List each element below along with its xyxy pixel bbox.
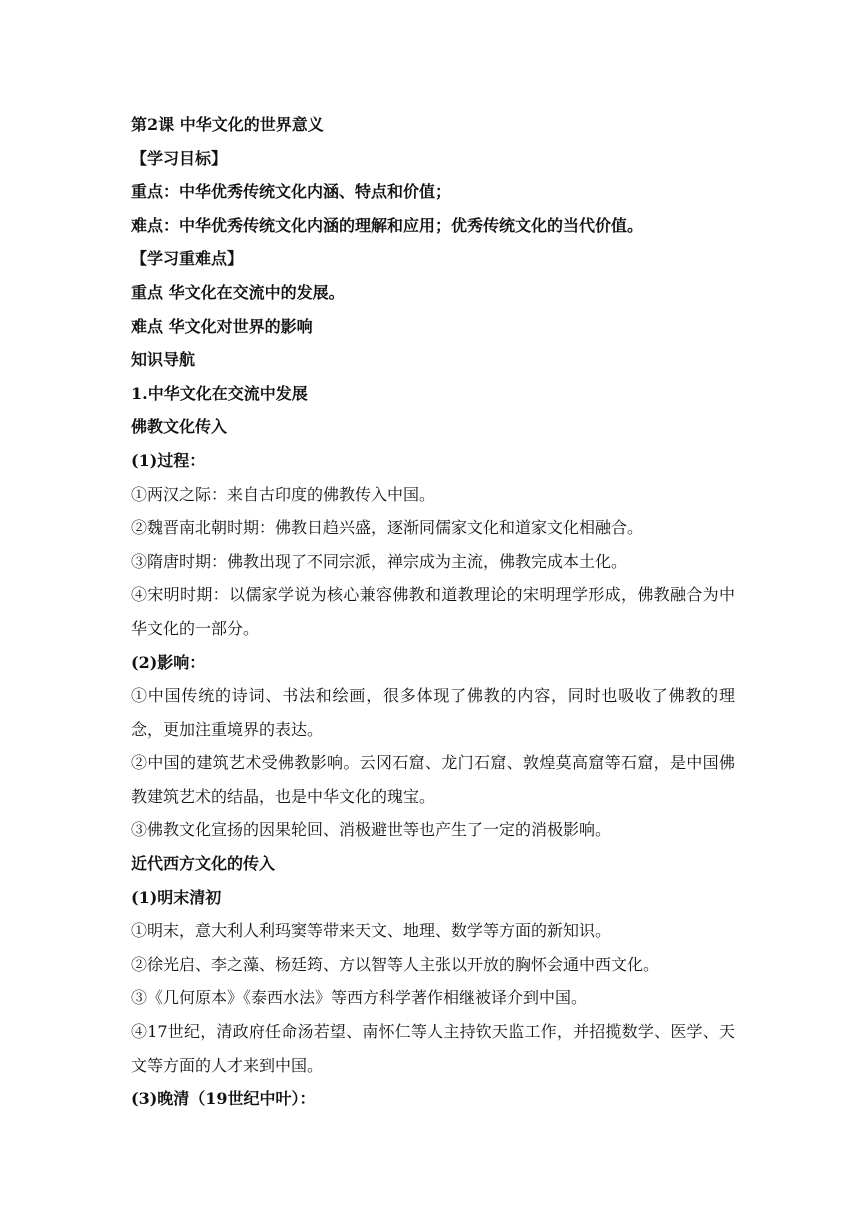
process-item: ②魏晋南北朝时期：佛教日趋兴盛，逐渐同儒家文化和道家文化相融合。 <box>131 518 644 538</box>
buddhism-heading: 佛教文化传入 <box>131 417 228 437</box>
ming-qing-item: ②徐光启、李之藻、杨廷筠、方以智等人主张以开放的胸怀会通中西文化。 <box>131 954 660 974</box>
ming-qing-item: ①明末，意大利人利玛窦等带来天文、地理、数学等方面的新知识。 <box>131 921 612 941</box>
process-item: ④宋明时期：以儒家学说为核心兼容佛教和道教理论的宋明理学形成，佛教融合为中华文化的一部分。 <box>131 585 735 638</box>
influence-item: ①中国传统的诗词、书法和绘画，很多体现了佛教的内容，同时也吸收了佛教的理念，更加注重境界的表达。 <box>131 686 735 739</box>
western-heading: 近代西方文化的传入 <box>131 854 276 874</box>
difficult-point: 难点：中华优秀传统文化内涵的理解和应用；优秀传统文化的当代价值。 <box>131 215 644 235</box>
ming-qing-item: ④17世纪，清政府任命汤若望、南怀仁等人主持钦天监工作，并招揽数学、医学、天文等方面的人才来到中国。 <box>131 1022 735 1075</box>
influence-heading: (2)影响： <box>131 652 206 672</box>
objectives-heading: 【学习目标】 <box>131 148 228 168</box>
process-item: ③隋唐时期：佛教出现了不同宗派，禅宗成为主流，佛教完成本土化。 <box>131 551 628 571</box>
document-page <box>131 108 735 1116</box>
ming-qing-heading: (1)明末清初 <box>131 887 222 907</box>
lesson-title: 第2课 中华文化的世界意义 <box>131 115 324 134</box>
influence-item: ②中国的建筑艺术受佛教影响。云冈石窟、龙门石窟、敦煌莫高窟等石窟，是中国佛教建筑艺术的结晶，也是中华文化的瑰宝。 <box>131 753 735 806</box>
key-difficult-heading: 【学习重难点】 <box>131 249 244 269</box>
ming-qing-item: ③《几何原本》《泰西水法》等西方科学著作相继被译介到中国。 <box>131 988 588 1008</box>
key-point: 重点：中华优秀传统文化内涵、特点和价值； <box>131 182 452 202</box>
influence-item: ③佛教文化宣扬的因果轮回、消极避世等也产生了一定的消极影响。 <box>131 820 612 840</box>
section1-heading: 1.中华文化在交流中发展 <box>131 383 308 403</box>
difficult-line: 难点 华文化对世界的影响 <box>131 316 313 336</box>
key-line: 重点 华文化在交流中的发展。 <box>131 282 345 302</box>
late-qing-heading: (3)晚清（19世纪中叶）： <box>131 1089 316 1109</box>
process-heading: (1)过程： <box>131 450 206 470</box>
nav-heading: 知识导航 <box>131 350 196 370</box>
process-item: ①两汉之际：来自古印度的佛教传入中国。 <box>131 484 436 504</box>
